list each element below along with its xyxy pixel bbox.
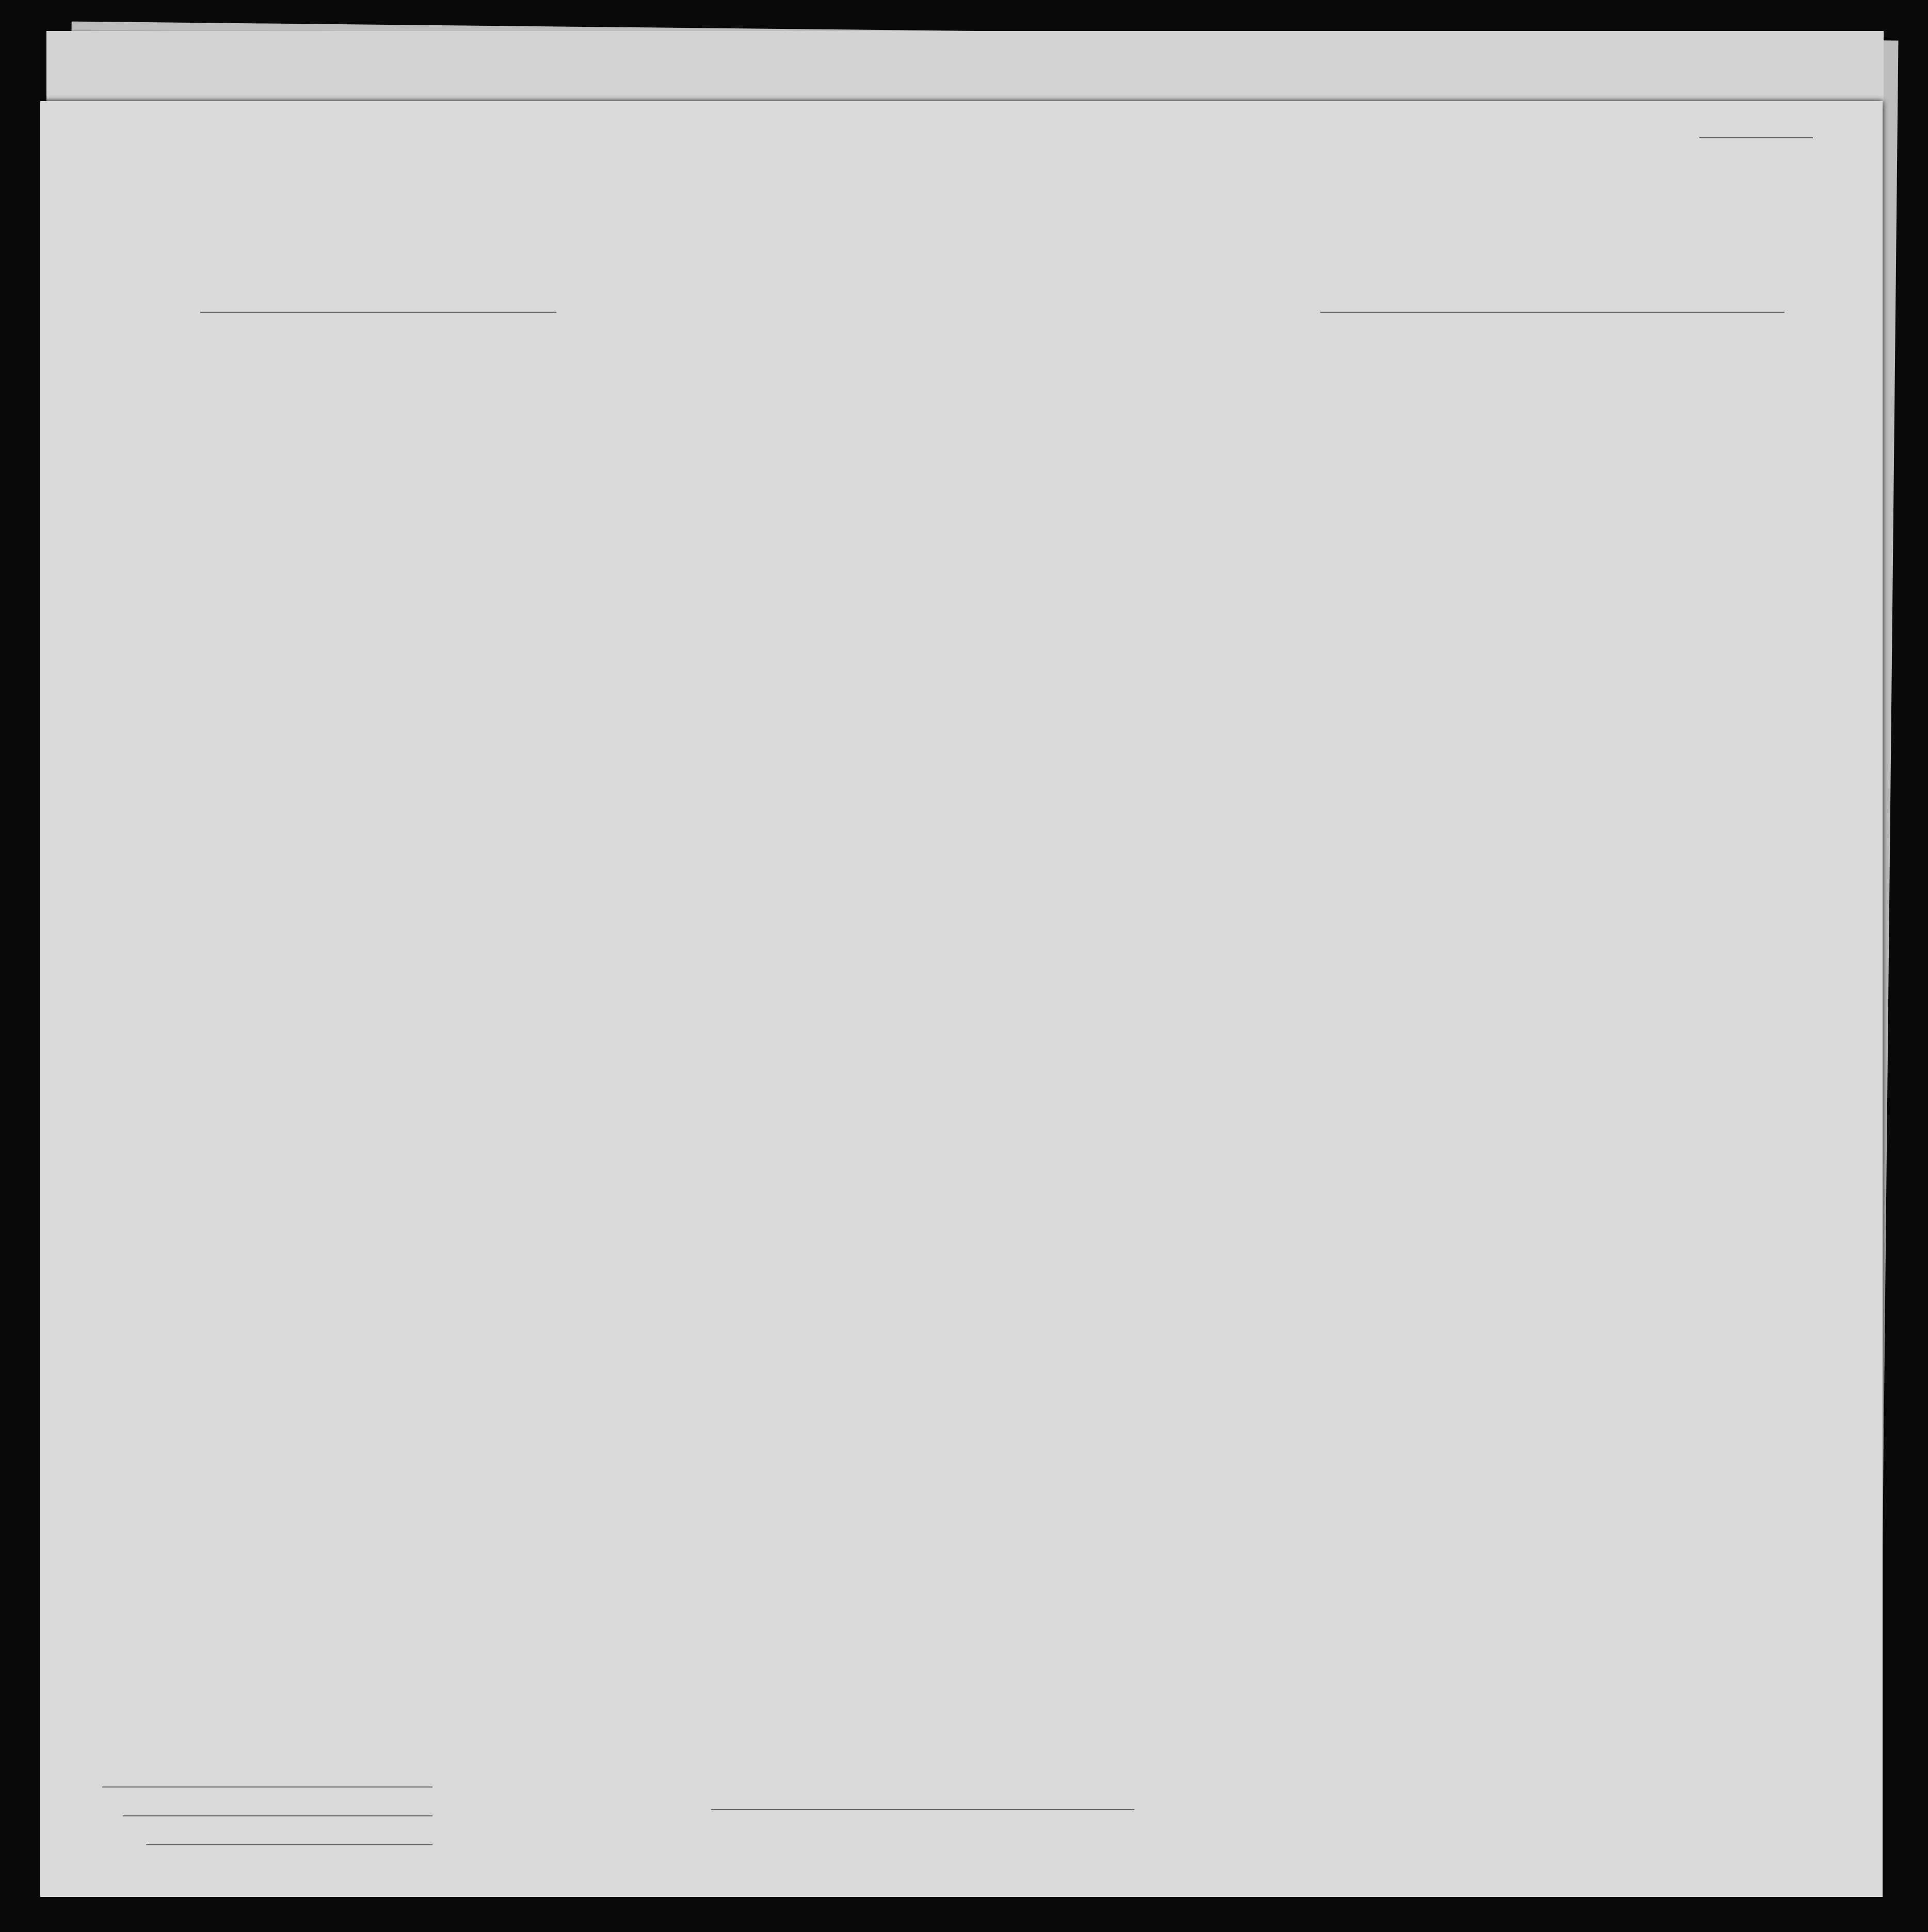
footer-rule — [146, 1844, 432, 1845]
footer-rule — [123, 1815, 432, 1816]
port-underline — [1320, 312, 1785, 313]
sheet-line — [1699, 137, 1813, 138]
manifest-page — [40, 101, 1883, 1897]
vessel-underline — [200, 312, 556, 313]
crew-list-strip — [46, 31, 1884, 108]
footer-rule — [102, 1786, 432, 1788]
signature-line — [711, 1809, 1134, 1810]
